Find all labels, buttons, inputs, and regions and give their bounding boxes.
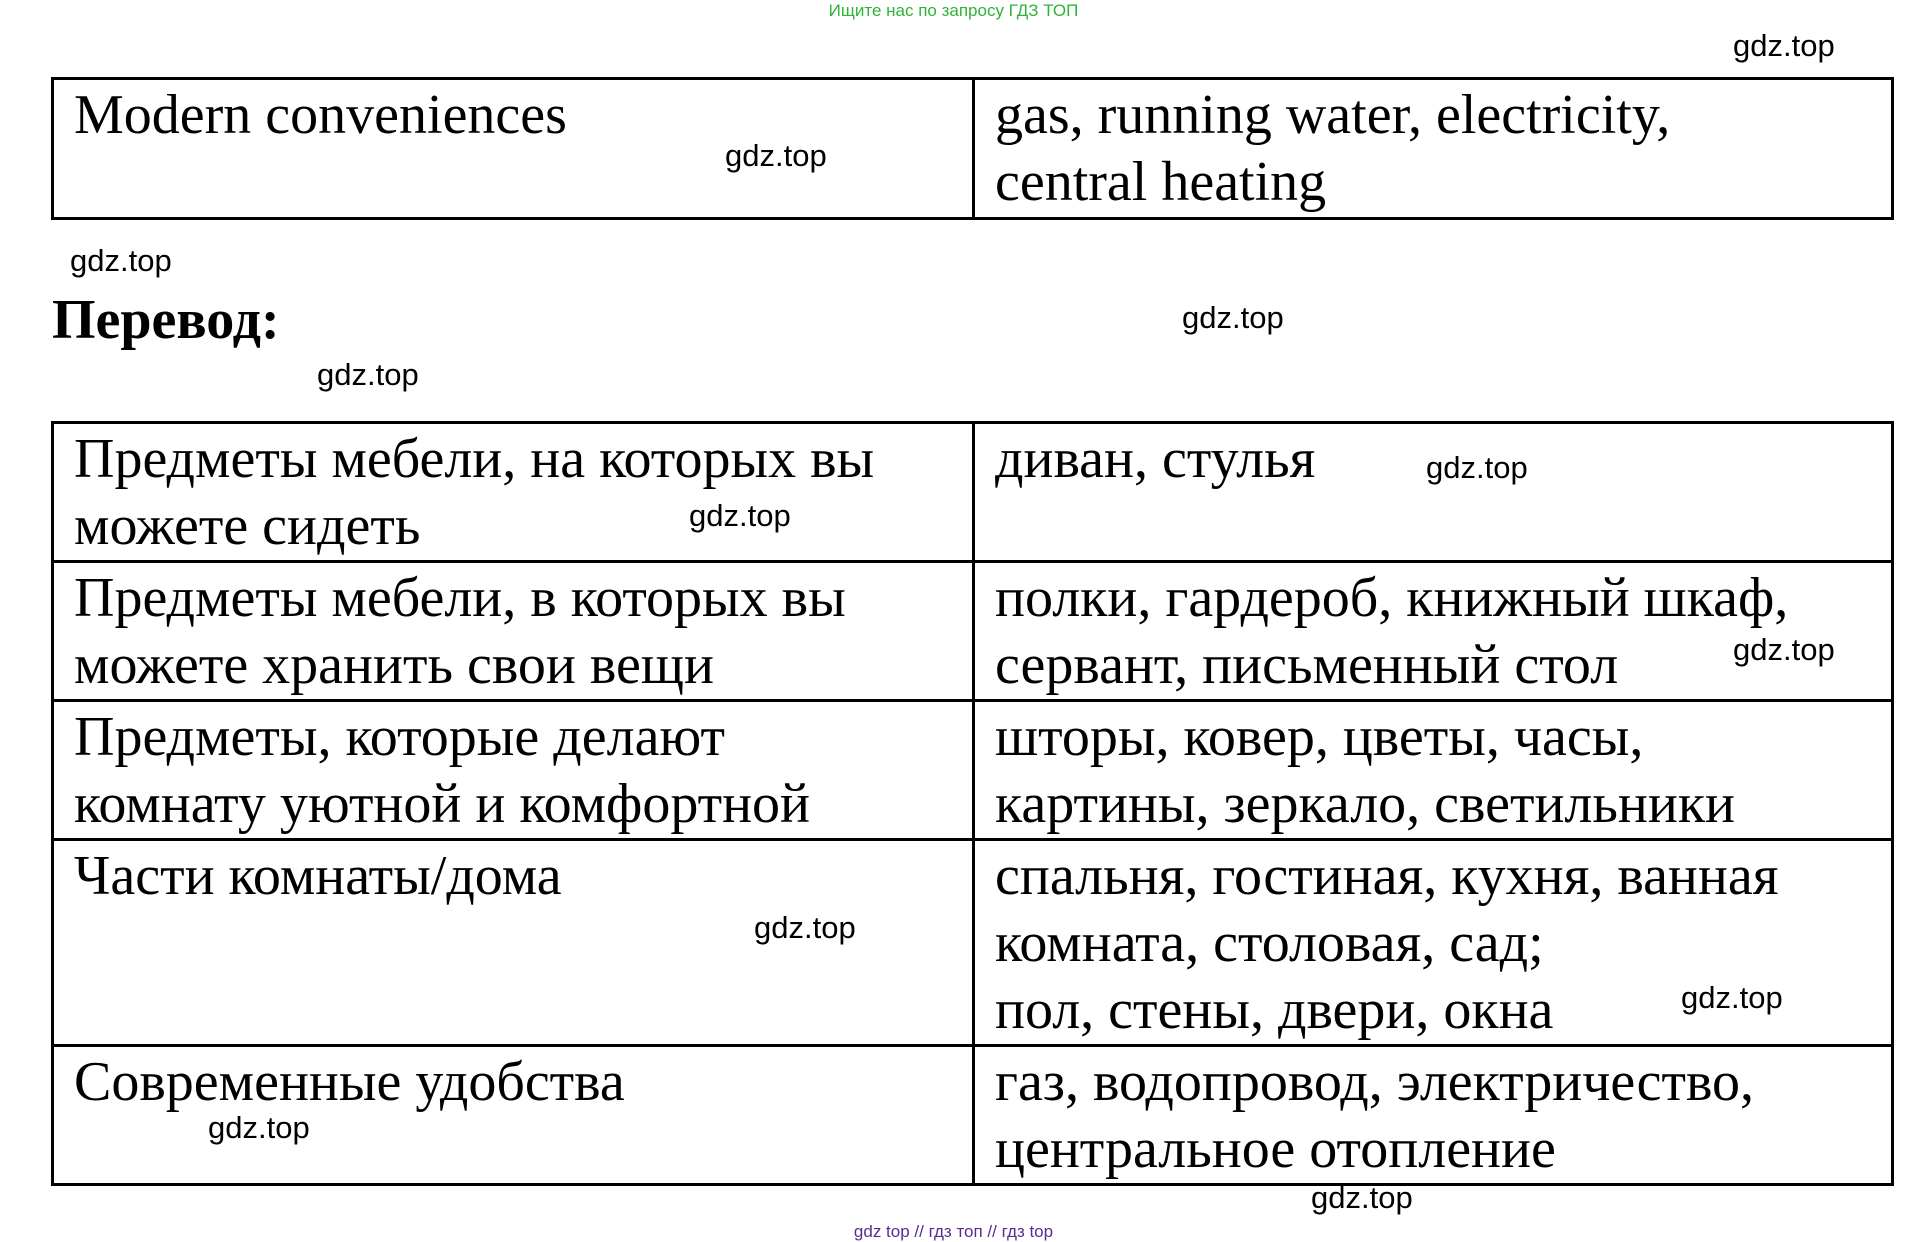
footer-links: gdz top // гдз топ // гдз top <box>853 1222 1054 1241</box>
russian-vocabulary-table <box>51 421 1894 1186</box>
items-line: спальня, гостиная, кухня, ванная <box>995 845 1779 907</box>
items-line: комната, столовая, сад; <box>995 912 1544 974</box>
items-line: картины, зеркало, светильники <box>995 773 1736 835</box>
category-line: Части комнаты/дома <box>74 845 562 907</box>
english-vocabulary-table <box>51 77 1894 220</box>
items-line: пол, стены, двери, окна <box>995 979 1554 1041</box>
items-line: диван, стулья <box>995 428 1316 490</box>
translation-heading: Перевод: <box>52 289 280 351</box>
category-line: можете хранить свои вещи <box>74 634 714 696</box>
watermark: gdz.top <box>1733 28 1835 63</box>
category-cell <box>53 1046 974 1185</box>
table-row <box>53 562 1893 701</box>
items-line: шторы, ковер, цветы, часы, <box>995 706 1644 768</box>
category-cell <box>53 562 974 701</box>
items-line: сервант, письменный стол <box>995 634 1619 696</box>
category-line: Предметы мебели, в которых вы <box>74 567 846 629</box>
watermark: gdz.top <box>317 357 419 392</box>
category-line: Предметы, которые делают <box>74 706 725 768</box>
items-line: газ, водопровод, электричество, <box>995 1051 1755 1113</box>
watermark: gdz.top <box>1311 1180 1413 1215</box>
watermark: gdz.top <box>70 243 172 278</box>
category-line: комнату уютной и комфортной <box>74 773 811 835</box>
items-cell <box>974 562 1893 701</box>
items-line: gas, running water, electricity, <box>995 84 1671 146</box>
items-cell <box>974 423 1893 562</box>
watermark: gdz.top <box>1733 632 1835 667</box>
table-row <box>53 423 1893 562</box>
category-cell <box>53 423 974 562</box>
items-cell <box>974 701 1893 840</box>
items-line: полки, гардероб, книжный шкаф, <box>995 567 1789 629</box>
category-cell <box>53 701 974 840</box>
search-hint-banner: Ищите нас по запросу ГДЗ ТОП <box>828 1 1079 20</box>
category-text: Modern conveniences <box>74 84 567 146</box>
table-row <box>53 840 1893 1046</box>
table-row <box>53 79 1893 219</box>
items-cell <box>974 1046 1893 1185</box>
watermark: gdz.top <box>1182 300 1284 335</box>
category-line: Предметы мебели, на которых вы <box>74 428 875 490</box>
items-line: central heating <box>995 151 1327 213</box>
category-line: Современные удобства <box>74 1051 625 1113</box>
watermark: gdz.top <box>689 498 791 533</box>
category-line: можете сидеть <box>74 495 421 557</box>
watermark: gdz.top <box>1681 980 1783 1015</box>
items-line: центральное отопление <box>995 1118 1556 1180</box>
watermark: gdz.top <box>208 1110 310 1145</box>
category-cell <box>53 79 974 219</box>
table-row <box>53 1046 1893 1185</box>
watermark: gdz.top <box>754 910 856 945</box>
table-row <box>53 701 1893 840</box>
watermark: gdz.top <box>725 138 827 173</box>
items-cell <box>974 79 1893 219</box>
watermark: gdz.top <box>1426 450 1528 485</box>
